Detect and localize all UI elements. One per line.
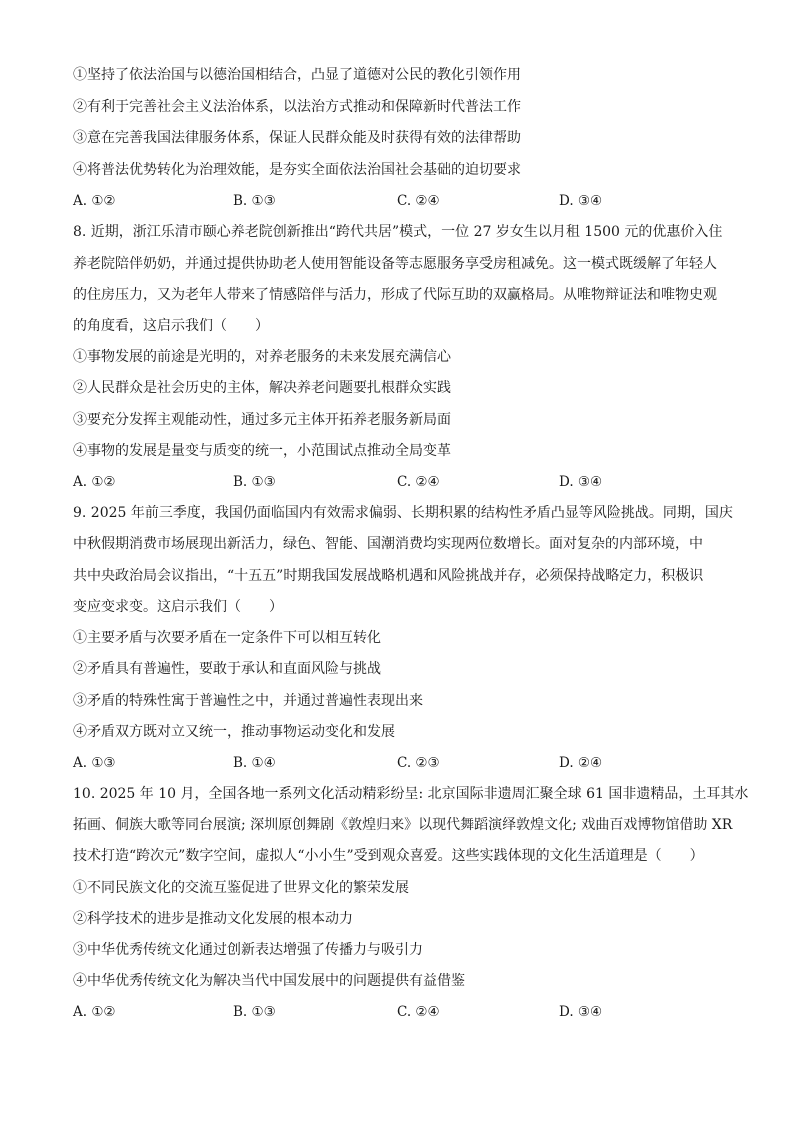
q8-stem-line-4: 的角度看，这启示我们（ ） [73, 318, 269, 334]
q10-options [73, 1002, 733, 1022]
q9-stem-line-3: 共中央政治局会议指出，“十五五”时期我国发展战略机遇和风险挑战并存，必须保持战略定力，积极识 [73, 568, 704, 584]
q8-stem-line-1: 8. 近期，浙江乐清市颐心养老院创新推出“跨代共居”模式，一位 27 岁女生以月租 1500 元的优惠价入住 [73, 224, 723, 240]
q9-stem-line-4: 变应变求变。这启示我们（ ） [73, 599, 283, 615]
q10-stem-line-3: 技术打造“跨次元”数字空间，虚拟人“小小生”受到观众喜爱。这些实践体现的文化生活道理是（ ） [73, 848, 704, 864]
q10-option-d[interactable]: D. ③④ [559, 1004, 603, 1020]
q10-stem-line-2: 拓画、侗族大歌等同台展演; 深圳原创舞剧《敦煌归来》以现代舞蹈演绎敦煌文化; 戏曲百戏博物馆借助 XR [73, 817, 733, 833]
q10-statement-1: ①不同民族文化的交流互鉴促进了世界文化的繁荣发展 [73, 880, 409, 896]
q10-stem-line-1: 10. 2025 年 10 月，全国各地一系列文化活动精彩纷呈: 北京国际非遗周汇聚全球 61 国非遗精品，土耳其水 [73, 786, 749, 802]
q8-stem-line-2: 养老院陪伴奶奶，并通过提供协助老人使用智能设备等志愿服务享受房租减免。这一模式既缓解了年轻人 [73, 256, 717, 272]
q10-option-a[interactable]: A. ①② [73, 1004, 116, 1020]
q10-option-c[interactable]: C. ②④ [397, 1004, 440, 1020]
q10-statement-2: ②科学技术的进步是推动文化发展的根本动力 [73, 911, 353, 927]
q8-option-a[interactable]: A. ①② [73, 474, 116, 490]
q10-option-b[interactable]: B. ①③ [233, 1004, 276, 1020]
q8-option-c[interactable]: C. ②④ [397, 474, 440, 490]
q7-statement-1: ①坚持了依法治国与以德治国相结合，凸显了道德对公民的教化引领作用 [73, 67, 521, 83]
q9-stem-line-2: 中秋假期消费市场展现出新活力，绿色、智能、国潮消费均实现两位数增长。面对复杂的内部环境，中 [73, 536, 703, 552]
q9-statement-2: ②矛盾具有普遍性，要敢于承认和直面风险与挑战 [73, 661, 381, 677]
q9-statement-4: ④矛盾双方既对立又统一，推动事物运动变化和发展 [73, 724, 395, 740]
q7-options [73, 191, 733, 211]
q9-option-c[interactable]: C. ②③ [397, 755, 440, 771]
q8-option-b[interactable]: B. ①③ [233, 474, 276, 490]
q7-option-c[interactable]: C. ②④ [397, 193, 440, 209]
q8-option-d[interactable]: D. ③④ [559, 474, 603, 490]
q9-stem-line-1: 9. 2025 年前三季度，我国仍面临国内有效需求偏弱、长期积累的结构性矛盾凸显等风险挑战。同期，国庆 [73, 505, 733, 521]
q7-option-a[interactable]: A. ①② [73, 193, 116, 209]
q8-stem-line-3: 的住房压力，又为老年人带来了情感陪伴与活力，形成了代际互助的双赢格局。从唯物辩证法和唯物史观 [73, 287, 717, 303]
q9-statement-3: ③矛盾的特殊性寓于普遍性之中，并通过普遍性表现出来 [73, 693, 423, 709]
q8-statement-1: ①事物发展的前途是光明的，对养老服务的未来发展充满信心 [73, 349, 451, 365]
q7-option-d[interactable]: D. ③④ [559, 193, 603, 209]
q9-option-b[interactable]: B. ①④ [233, 755, 276, 771]
q7-statement-2: ②有利于完善社会主义法治体系，以法治方式推动和保障新时代普法工作 [73, 99, 521, 115]
q7-option-b[interactable]: B. ①③ [233, 193, 276, 209]
q8-statement-3: ③要充分发挥主观能动性，通过多元主体开拓养老服务新局面 [73, 412, 451, 428]
q8-statement-2: ②人民群众是社会历史的主体，解决养老问题要扎根群众实践 [73, 380, 451, 396]
q9-option-a[interactable]: A. ①③ [73, 755, 116, 771]
q7-statement-3: ③意在完善我国法律服务体系，保证人民群众能及时获得有效的法律帮助 [73, 130, 521, 146]
q9-statement-1: ①主要矛盾与次要矛盾在一定条件下可以相互转化 [73, 630, 381, 646]
q10-statement-4: ④中华优秀传统文化为解决当代中国发展中的问题提供有益借鉴 [73, 973, 465, 989]
q8-statement-4: ④事物的发展是量变与质变的统一，小范围试点推动全局变革 [73, 443, 451, 459]
q9-options [73, 753, 733, 773]
q9-option-d[interactable]: D. ②④ [559, 755, 603, 771]
q10-statement-3: ③中华优秀传统文化通过创新表达增强了传播力与吸引力 [73, 942, 423, 958]
q7-statement-4: ④将普法优势转化为治理效能，是夯实全面依法治国社会基础的迫切要求 [73, 162, 521, 178]
q8-options [73, 472, 733, 492]
